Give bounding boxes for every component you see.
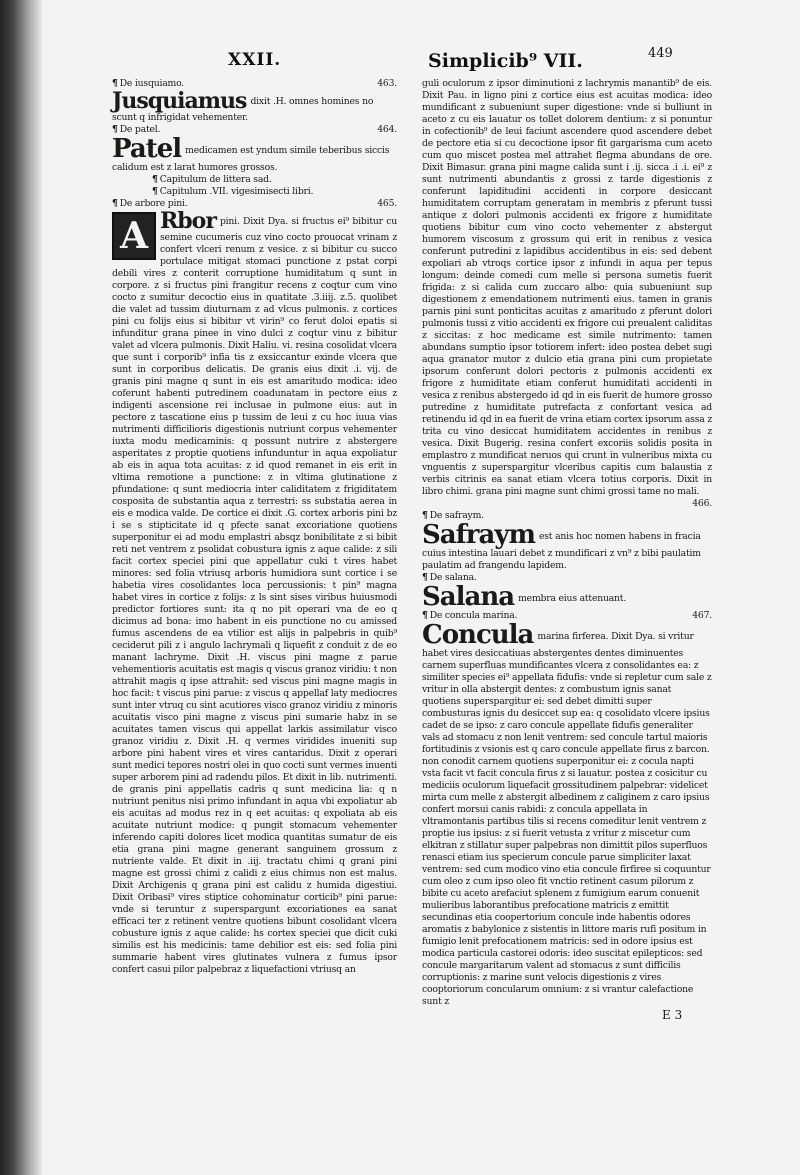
lemma-text: membra eius attenuant. <box>518 593 627 604</box>
entry-number: 465. <box>377 198 397 209</box>
lemma-word: Concula <box>422 620 534 650</box>
pilcrow-mark: ¶ <box>112 124 118 135</box>
entry-number: 464. <box>377 124 397 135</box>
pilcrow-mark: ¶ <box>422 510 428 521</box>
right-lemma-paragraph <box>422 622 712 1008</box>
entry-number: 463. <box>377 78 397 89</box>
left-lemma-paragraph <box>112 136 397 174</box>
heading-text: De patel. <box>119 124 161 135</box>
left-column <box>112 78 397 976</box>
pilcrow-mark: ¶ <box>422 610 428 621</box>
body-text: guli oculorum z ipsor diminutioni z lachrymis manantib⁹ de eis. Dixit Pau. in ligno pini z cortice eius est acuitas modica: ideo mundificant z subueniunt super digestione: vnde si bulliunt in aceto z cu eis lauatur os tollet dolorem dentium: z si ponuntur in cofectionib⁹ de leui faciunt ascendere quod ascendere debet de pectore etia si cu decoctione ipsor fit gargarisma cum aceto cum quo miscet postea mel attrahet flegma abundans de ore. Dixit Bimasur. grana pini magne calida sunt i .ij. sicca .i .i. ei⁹ z sunt nutrimenti abundantis z grossi z tarde digestionis z conferunt lapiditudini accidenti in corpore desiccant humiditatem corruptam generatam in membris z pferunt tussi antique z dolori pulmonis accidenti ex frigore z humiditate quotiens bibitur cum vino cocto vehementer z abstergut humorem viscosum z grossum qui erit in renibus z vesica conferunt putredini z lapidibus accidentibus in eis: sed debent expoliari ab vtroqs cortice ipsor z infundi in aqua per tepus longum: deinde comedi cum melle si persona sumetis fuerit frigida: z si calida cum zuccaro albo: quia subueniunt sup digestionem z emendationem nutrimenti eius. tamen in granis parnis pini sunt ponticitas acuitas z amaritudo z pferunt dolori pulmonis tussi z vitio accidenti ex frigore cui preualent caliditas z siccitas: z hoc medicame est simile nutrimento: tamen abundans sumptio ipsor totiorem infert: ideo postea debet sugi aqua granator mutor z dulcio etia grana pini cum propietate ipsorum conferunt dolori pectoris z pulmonis accidenti ex frigore z humiditate etiam conferut humiditati accidenti in vesica z renibus abstergedo id qd in eis fuerit de humore grosso putredine z humiditate putrefacta z confortant vesica ad retinendu id qd in ea fuerit de vrina etiam cortex ipsorum assa z trita cu vino desiccat humiditatem accidentes in renibus z vesica. Dixit Bugerig. resina confert excoriis solidis posita in emplastro z mundificat neruos qui crunt in vulneribus mixta cu vnguentis z superspargitur vlceribus capitis cum balaustia z verbis citrinis ea sanat etiam vlcera totius corporis. Dixit in libro chimi. grana pini magne sunt chimi grossi tame no mali. <box>422 78 712 497</box>
body-text: pini. Dixit Dya. si fructus ei⁹ bibitur cu semine cucumeris cuz vino cocto prouocat vrinam z confert vlceri renum z vesice. z si bibitur cu succo portulace mitigat stomaci punctione z pstat corpi debili vires z conterit corruptione humiditatum q sunt in corpore. z si fructus pini frangitur recens z coqtur cum vino cocto z sumitur decoctio eius in quatitate .3.iiij. z.5. quolibet die valet ad tussim diuturnam z ad vlcus pulmonis. z cortices pini cu folijs eius si bibitur vt virin⁹ co ferut doloi epatis si infunditur grana pinee in vino dulci z coqtur vinu z bibitur valet ad vlcera pulmonis. Dixit Haliu. vi. resina cosolidat vlcera que sunt i corporib⁹ infia tis z exsiccantur exinde vlcera que sunt in corporibus delicatis. De granis eius dixit .i. vij. de granis pini magne q sunt in eis est amaritudo modica: ideo coferunt habenti putredinem coadunatam in pectore eius z indigenti ascensione rei inclusae in pulmone eius: aut in pectore z tascatione eius p tussim de leui z cu hoc iuua vias nutrimenti difficilioris digestionis nutriunt corpus vehementer iuxta modu medicaminis: q possunt nutrire z abstergere asperitates z proptie quotiens infunduntur in aqua expoliatur ab eis in aqua tota acuitas: z id quod remanet in eis erit in vltima remotione a punctione: z in vltima glutinatione z pfundatione: q sunt mediocria inter caliditatem z frigiditatem cosposita de substantia aqua z terrestri: ss substatia aerea in eis e modica valde. De cortice ei dixit .G. cortex arboris pini bz i se s stipticitate id q pfecte sanat excoriatione quotiens superponitur ei ad modu emplastri absqz bonibilitate z si bibit reti net ventrem z psolidat cobustura ignis z aque calide: z sili facit cortex speciei pini que appellatur cuki t vires habet minores: sed folia vtriusq arboris humidiora sunt cortice i se habetia vires cosolidantes loca percussionis: t pin⁹ magna habet vires in cortice z folijs: z ls sint sises viribus huiusmodi predictor fortiores sunt: ita q no pit operari vna de eo q dicimus ad bona: imo habent in eis punctione no cu amissed fumus ascendens de ea vtilior est alijs in palpebris in quib⁹ ceciderut pili z i angulo lachrymali q liquefit z conduit z de eo manant lachryme. Dixit .H. viscus pini magne z parue vehementioris acuitatis est magis q viscus granoz viridiu: t non attrahit magis q ipse attrahit: sed viscus pini magne magis in hoc facit: t viscus pini parue: z viscus q appellaf laty mediocres sunt inter vtruq cu sint acutiores visco granoz viridiu z minoris acuitatis visco pini magne z viscus pini sumarie habz in se acuitates tamen viscus qui appellat larkis assimilatur visco granoz viridiu z. Dixit .H. q vermes viridides inueniti sup arbore pini habent vires et vires cantaridus. Dixit z operari sunt medici tepores nostri olei in quo cocti sunt vermes inuenti super arborem pini ad radendu pilos. Et dixit in lib. nutrimenti. de granis pini appellatis cadris q sunt medicina lia: q n nutriunt penitus nisi primo infundant in aqua vbi expoliatur ab eis acuitas ad modus rez in q eet acuitas: q expoliata ab eis acuitate nutriunt modice: q pungit stomacum vehementer inferendo capiti dolores licet modica quantitas sumatur de eis etia grana pini magne generant sanguinem grossum z nutriente valde. Et dixit in .iij. tractatu chimi q grani pini magne est grossi chimi z calidi z eius chimus non est malus. Dixit Archigenis q grana pini est calidu z humida digestiui. Dixit Oribasi⁹ vires stiptice cohominatur corticib⁹ pini parue: vnde si teruntur z superspargunt excoriationes ea sanat efficaci ter z retinent ventre quotiens bibunt cosolidant vlcera cobusture ignis z aque calide: hs cortex speciei que dicit cuki similis est his medicinis: tame debilior est eis: sed folia pini summarie habent vires glutinates vulnera z fumus ipsor confert casui pilor palpebraz z liquefactioni vtriusq an <box>112 216 397 975</box>
right-body-paragraph <box>422 78 712 498</box>
page-number: 449 <box>648 46 673 61</box>
lemma-word: Rbor <box>160 208 216 234</box>
left-entry-heading <box>112 198 397 210</box>
pilcrow-mark: ¶ <box>152 186 158 197</box>
chapter-text: Capitulum .VII. vigesimisecti libri. <box>159 186 314 197</box>
heading-text: De arbore pini. <box>119 198 188 209</box>
left-folio: XXII. <box>228 50 282 70</box>
right-column <box>422 78 712 1008</box>
lemma-text: est anis hoc nomen habens in fracia cuius intestina lauari debet z mundificari z vn⁹ z bibi paulatim paulatim ad frangendu lapidem. <box>422 531 701 571</box>
heading-text: De safraym. <box>429 510 484 521</box>
right-lemma-paragraph <box>422 522 712 572</box>
left-chapter-line <box>112 186 397 198</box>
lemma-word: Patel <box>112 134 182 164</box>
lemma-word: Jusquiamus <box>112 88 247 114</box>
lemma-word: Safraym <box>422 520 535 550</box>
left-initial-paragraph <box>112 210 397 976</box>
heading-text: De concula marina. <box>429 610 518 621</box>
entry-number: 466. <box>692 498 712 509</box>
left-chapter-line <box>112 174 397 186</box>
running-title: Simplicib⁹ VII. <box>428 50 583 72</box>
signature-mark: E 3 <box>662 1008 683 1022</box>
entry-number: 467. <box>692 610 712 621</box>
lemma-text: medicamen est yndum simile teberibus siccis calidum est z larat humores grossos. <box>112 145 390 173</box>
left-lemma-paragraph <box>112 90 397 124</box>
right-lemma-paragraph <box>422 584 712 610</box>
lemma-word: Salana <box>422 582 515 612</box>
pilcrow-mark: ¶ <box>112 198 118 209</box>
pilcrow-mark: ¶ <box>112 78 118 89</box>
decorated-initial: A <box>112 212 156 260</box>
chapter-text: Capitulum de littera sad. <box>159 174 272 185</box>
pilcrow-mark: ¶ <box>152 174 158 185</box>
heading-text: De iusquiamo. <box>119 78 185 89</box>
pilcrow-mark: ¶ <box>422 572 428 583</box>
lemma-text: marina firferea. Dixit Dya. si vritur habet vires desiccatiuas abstergentes dentes diminuentes carnem superfluas mundificantes vlcera z consolidantes ea: z similiter species ei⁹ appellata fidufis: vnde si repletur cum sale z vritur in olla abstergit dentes: z combustum ignis sanat quotiens superspargitur ei: sed debet dimitti super combusturas ignis du desiccet sup ea: q cosolidato vlcere ipsius cadet de se ipso: z caro concule appellate fidufis generaliter vals ad stomacu z non lenit ventrem: sed concule tartul maioris fortitudinis z vsionis est q caro concule appellate firus z barcon. non conodit carnem quotiens superponitur ei: z cocula napti vsta facit vt facit concula firus z si lauatur. postea z cosicitur cu mediciis oculorum liquefacit grossitudinem palpebrar: videlicet mirta cum melle z abstergit albedinem z caliginem z caro ipsius confert morsui canis rabidi: z concula appellata in vltramontanis partibus tilis si recens comeditur lenit ventrem z proptie ius ipsius: z si fuerit vetusta z vritur z miscetur cum elkitran z stillatur super palpebras non dimittit pilos superfluos renasci etiam ius specierum concule parue simpliciter laxat ventrem: sed cum modico vino etia concule firfiree si coquuntur cum oleo z cum ipso oleo fit vnctio retinent casum pilorum z bibite cu aceto arefaciut splenem z fumigium earum conuenit mulieribus laborantibus prefocatione matricis z emittit secundinas etia coopertorium concule inde habentis odores aromatis z babylonice z sistentis in littore maris rufi positum in fumigio lenit prefocationem matricis: sed in odore ipsius est modica particula castorei odoris: ideo suscitat epilepticos: sed concule margaritarum valent ad stomacus z sunt difficilis corruptionis: z marine sunt velocis digestionis z vires cooptoriorum concularum omnium: z si vrantur calefactione sunt z <box>422 631 712 1007</box>
lemma-text: dixit .H. omnes homines no scunt q infrigidat vehementer. <box>112 96 374 123</box>
heading-text: De salana. <box>429 572 477 583</box>
scan-binding-shadow <box>0 0 42 1175</box>
